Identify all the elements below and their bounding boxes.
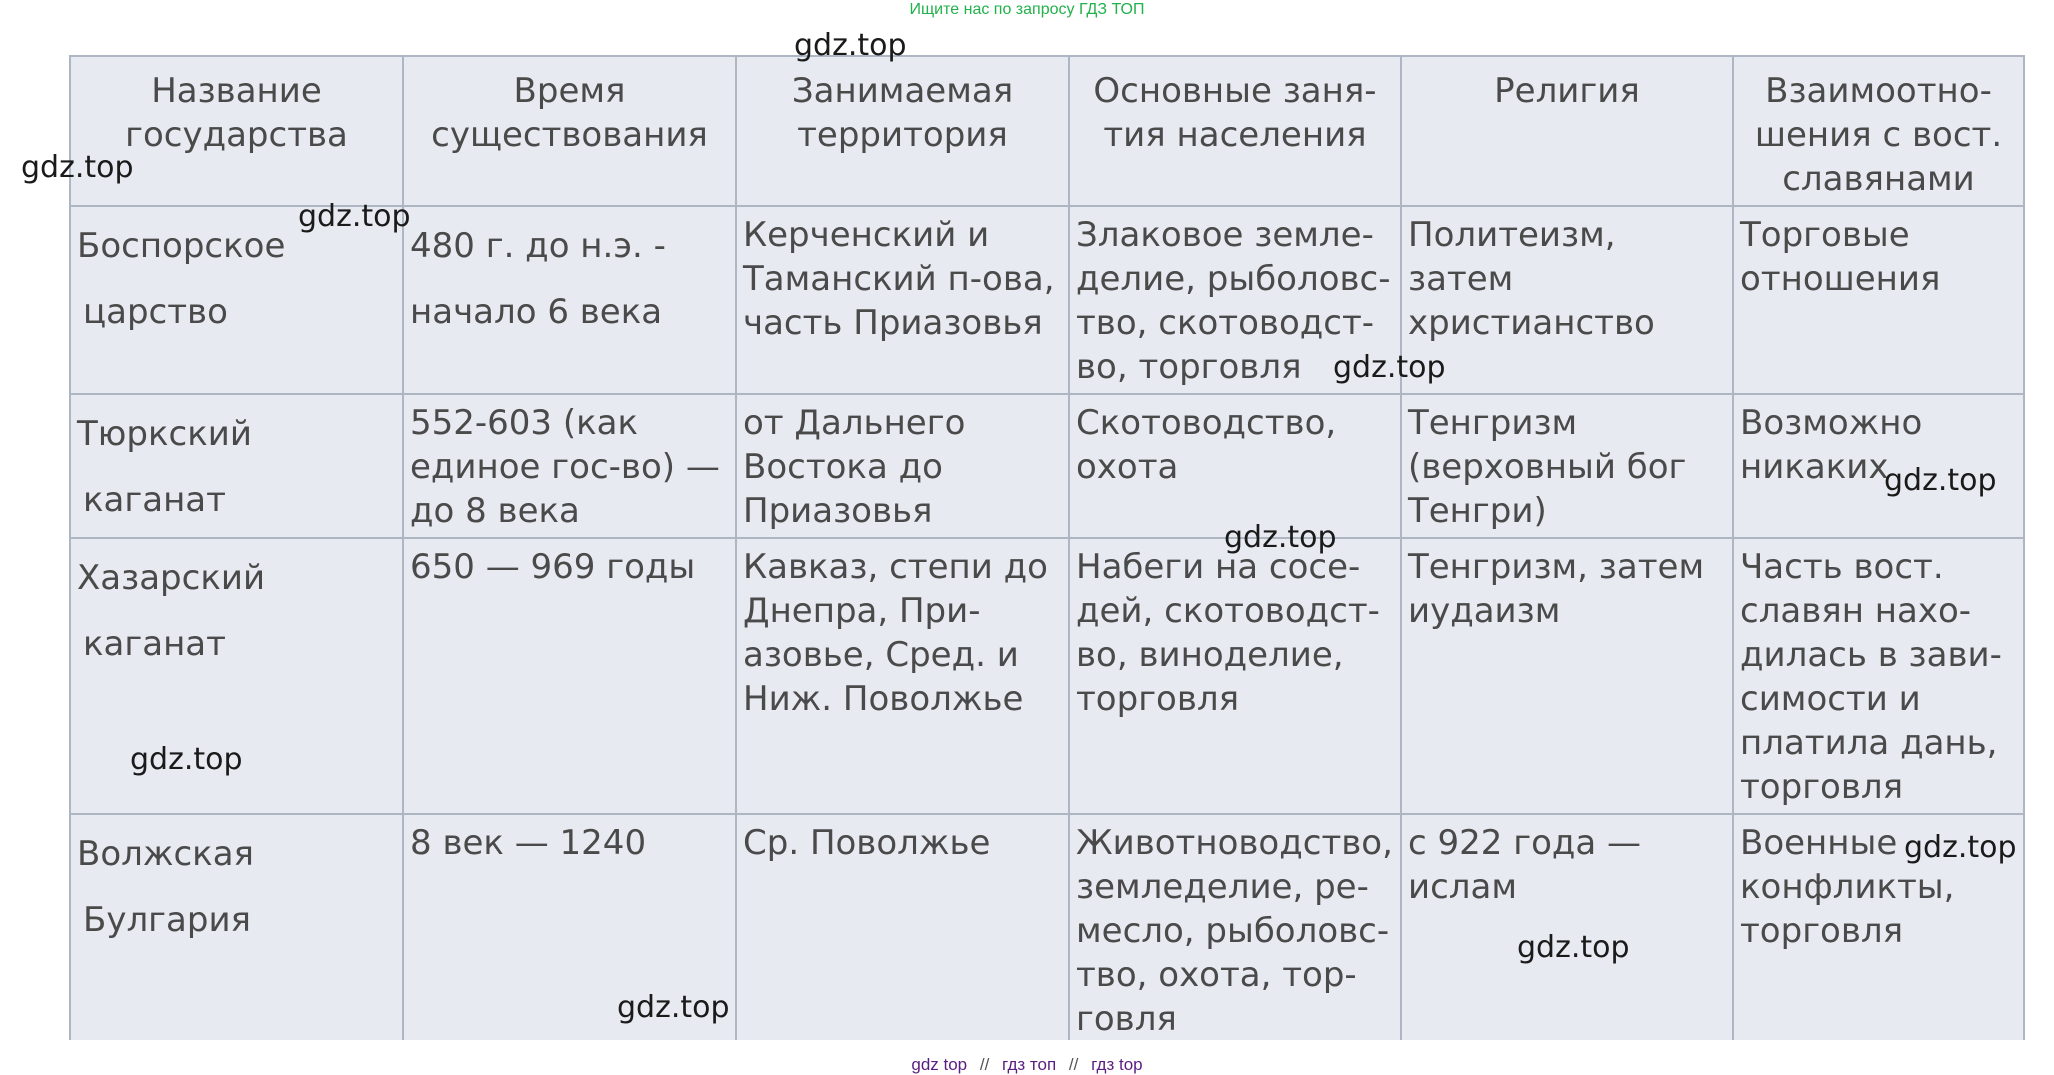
cell-relations: Военные конфликты, торговля bbox=[1733, 814, 2024, 1040]
footer-links bbox=[0, 1055, 2054, 1075]
cell-territory: Ср. Поволжье bbox=[736, 814, 1069, 1040]
state-name-line2: Булгария bbox=[83, 900, 252, 940]
cell-state-name bbox=[70, 394, 403, 538]
cell-territory: Кавказ, степи до Днепра, При-азовье, Сред. и Ниж. Поволжье bbox=[736, 538, 1069, 814]
state-name-line2: каганат bbox=[83, 480, 226, 520]
watermark: gdz.top bbox=[21, 150, 134, 185]
cell-occupation: Животноводство, земледелие, ре-месло, рыболовс-тво, охота, тор-говля bbox=[1069, 814, 1401, 1040]
cell-territory: Керченский и Таманский п-ова, часть Приазовья bbox=[736, 206, 1069, 394]
cell-religion: Тенгризм, затем иудаизм bbox=[1401, 538, 1733, 814]
header-relations: Взаимоотно-шения с вост. славянами bbox=[1733, 56, 2024, 206]
watermark: gdz.top bbox=[1884, 463, 1997, 498]
footer-link-gdz-top[interactable]: gdz top bbox=[911, 1055, 968, 1074]
watermark: gdz.top bbox=[794, 28, 907, 63]
cell-religion: с 922 года — ислам bbox=[1401, 814, 1733, 1040]
watermark: gdz.top bbox=[1517, 930, 1630, 965]
state-name-line1: Боспорское bbox=[77, 226, 286, 266]
table-row bbox=[70, 538, 2024, 814]
cell-religion: Политеизм, затем христианство bbox=[1401, 206, 1733, 394]
footer-link-gdz-top-mixed[interactable]: гдз top bbox=[1091, 1055, 1143, 1074]
header-occupation: Основные заня-тия населения bbox=[1069, 56, 1401, 206]
watermark: gdz.top bbox=[1333, 350, 1446, 385]
search-banner: Ищите нас по запросу ГДЗ ТОП bbox=[909, 1, 1145, 18]
watermark: gdz.top bbox=[298, 199, 411, 234]
cell-time: 650 — 969 годы bbox=[403, 538, 736, 814]
cell-time: 552-603 (как единое гос-во) — до 8 века bbox=[403, 394, 736, 538]
cell-state-name bbox=[70, 814, 403, 1040]
header-state-name: Название государства bbox=[70, 56, 403, 206]
footer-separator: // bbox=[1068, 1055, 1079, 1074]
footer-separator: // bbox=[979, 1055, 990, 1074]
header-time: Время существования bbox=[403, 56, 736, 206]
cell-relations: Торговые отношения bbox=[1733, 206, 2024, 394]
watermark: gdz.top bbox=[1904, 830, 2017, 865]
state-name-line1: Волжская bbox=[77, 834, 255, 874]
cell-occupation: Злаковое земле-делие, рыболовс-тво, скотоводст-во, торговля bbox=[1069, 206, 1401, 394]
cell-relations: Часть вост. славян нахо-дилась в зави-симости и платила дань, торговля bbox=[1733, 538, 2024, 814]
watermark: gdz.top bbox=[130, 742, 243, 777]
cell-occupation: Скотоводство, охота bbox=[1069, 394, 1401, 538]
table-row bbox=[70, 206, 2024, 394]
cell-time: 480 г. до н.э. - начало 6 века bbox=[403, 206, 736, 394]
header-territory: Занимаемая территория bbox=[736, 56, 1069, 206]
cell-territory: от Дальнего Востока до Приазовья bbox=[736, 394, 1069, 538]
state-name-line2: каганат bbox=[83, 624, 226, 664]
cell-time: 8 век — 1240 bbox=[403, 814, 736, 1040]
state-name-line2: царство bbox=[83, 292, 228, 332]
cell-state-name bbox=[70, 206, 403, 394]
footer-link-gdz-top-ru[interactable]: гдз топ bbox=[1002, 1055, 1057, 1074]
state-name-line1: Тюркский bbox=[77, 414, 252, 454]
table-row bbox=[70, 814, 2024, 1040]
watermark: gdz.top bbox=[617, 990, 730, 1025]
header-religion: Религия bbox=[1401, 56, 1733, 206]
watermark: gdz.top bbox=[1224, 520, 1337, 555]
state-name-line1: Хазарский bbox=[77, 558, 266, 598]
table-row bbox=[70, 394, 2024, 538]
header-row bbox=[70, 56, 2024, 206]
cell-relations: Возможно никаких bbox=[1733, 394, 2024, 538]
cell-religion: Тенгризм (верховный бог Тенгри) bbox=[1401, 394, 1733, 538]
cell-occupation: Набеги на сосе-дей, скотоводст-во, виноделие, торговля bbox=[1069, 538, 1401, 814]
